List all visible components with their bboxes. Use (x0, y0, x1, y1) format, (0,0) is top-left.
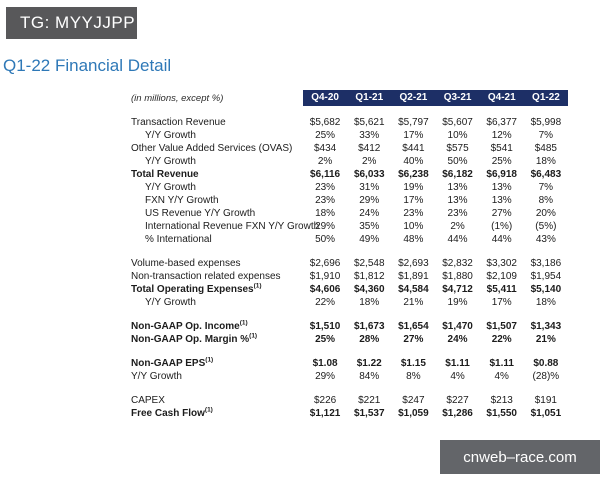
column-header: Q3-21 (443, 92, 472, 103)
section-spacer (131, 346, 593, 357)
table-row (131, 296, 593, 309)
cell-value: $575 (446, 143, 469, 154)
row-label: Y/Y Growth (131, 371, 182, 382)
cell-value: $6,116 (310, 169, 341, 180)
cell-value: 2% (317, 156, 333, 167)
cell-value: 20% (535, 208, 556, 219)
cell-value: 84% (359, 371, 380, 382)
cell-value: 22% (315, 297, 336, 308)
cell-value: $1.08 (312, 358, 338, 369)
footnote-marker: (1) (249, 332, 258, 340)
page-title: Q1-22 Financial Detail (3, 56, 172, 75)
column-header: Q2-21 (399, 92, 428, 103)
cell-value: $226 (313, 395, 337, 406)
cell-value: $247 (402, 395, 425, 406)
table-row (131, 320, 593, 333)
row-label: Non-GAAP Op. Income$^{(1)}$ (131, 319, 248, 332)
cell-value: 18% (535, 297, 556, 308)
cell-value: $1,812 (353, 271, 385, 282)
row-label: Y/Y Growth (145, 297, 196, 308)
cell-value: 8% (538, 195, 554, 206)
cell-value: 19% (447, 297, 468, 308)
tag-badge-label: TG: MYYJJPP (20, 13, 136, 32)
cell-value: $1,550 (486, 408, 517, 419)
column-header: Q4-21 (487, 92, 516, 103)
cell-value: $412 (358, 143, 381, 154)
row-label: International Revenue FXN Y/Y Growth (145, 221, 320, 232)
cell-value: 18% (315, 208, 336, 219)
cell-value: 4% (494, 371, 509, 382)
row-label: US Revenue Y/Y Growth (145, 208, 256, 219)
cell-value: 49% (359, 234, 380, 245)
cell-value: $191 (534, 395, 557, 406)
cell-value: $1.22 (356, 358, 382, 369)
table-row (131, 220, 593, 233)
cell-value: 13% (447, 182, 468, 193)
table-row (131, 129, 593, 142)
cell-value: $1,880 (442, 271, 473, 282)
cell-value: $1,343 (530, 321, 562, 332)
cell-value: 50% (315, 234, 336, 245)
cell-value: $5,998 (530, 117, 562, 128)
cell-value: 24% (447, 334, 468, 345)
cell-value: 48% (403, 234, 424, 245)
cell-value: 8% (406, 371, 421, 382)
cell-value: $1,537 (353, 408, 385, 419)
footnote-marker: (1) (204, 406, 213, 414)
cell-value: 27% (491, 208, 512, 219)
cell-value: 28% (359, 334, 380, 345)
cell-value: $1,654 (398, 321, 429, 332)
cell-value: $5,140 (530, 284, 562, 295)
table-row (131, 270, 593, 283)
cell-value: 13% (491, 195, 512, 206)
cell-value: 19% (403, 182, 424, 193)
row-label: FXN Y/Y Growth (145, 195, 219, 206)
cell-value: $2,548 (353, 258, 385, 269)
cell-value: 23% (447, 208, 468, 219)
table-row (131, 283, 593, 296)
cell-value: $5,682 (309, 117, 341, 128)
table-row (131, 370, 593, 383)
cell-value: 21% (403, 297, 424, 308)
section-spacer (131, 309, 593, 320)
row-label: Free Cash Flow$^{(1)}$ (131, 406, 213, 419)
row-label: Non-GAAP EPS$^{(1)}$ (131, 356, 214, 369)
row-label: Y/Y Growth (145, 156, 196, 167)
cell-value: 29% (315, 371, 336, 382)
cell-value: 50% (447, 156, 468, 167)
table-row (131, 407, 593, 420)
cell-value: 29% (315, 221, 336, 232)
cell-value: 18% (359, 297, 380, 308)
cell-value: 10% (403, 221, 424, 232)
cell-value: $3,186 (530, 258, 562, 269)
footnote-marker: (1) (253, 282, 262, 290)
cell-value: 25% (315, 130, 336, 141)
cell-value: 29% (359, 195, 380, 206)
cell-value: 27% (403, 334, 424, 345)
table-row (131, 142, 593, 155)
cell-value: 17% (491, 297, 512, 308)
cell-value: $6,238 (398, 169, 429, 180)
cell-value: $227 (446, 395, 469, 406)
tag-badge (6, 7, 137, 39)
cell-value: $1,510 (309, 321, 341, 332)
cell-value: $5,797 (398, 117, 429, 128)
cell-value: (1%) (491, 221, 513, 232)
units-note: (in millions, except %) (131, 93, 224, 104)
cell-value: $6,377 (486, 117, 517, 128)
cell-value: 7% (538, 130, 554, 141)
row-label: Transaction Revenue (131, 117, 226, 128)
cell-value: 10% (447, 130, 468, 141)
cell-value: $4,712 (442, 284, 473, 295)
row-label: Other Value Added Services (OVAS) (131, 143, 293, 154)
row-label: Total Revenue (131, 169, 199, 180)
cell-value: 43% (535, 234, 556, 245)
cell-value: $434 (313, 143, 337, 154)
cell-value: $0.88 (533, 358, 559, 369)
cell-value: $221 (358, 395, 381, 406)
cell-value: $6,483 (530, 169, 562, 180)
cell-value: 23% (315, 195, 336, 206)
cell-value: 2% (450, 221, 465, 232)
table-row (131, 194, 593, 207)
cell-value: $2,832 (442, 258, 473, 269)
cell-value: $1,051 (530, 408, 562, 419)
cell-value: $1,954 (530, 271, 562, 282)
cell-value: $3,302 (486, 258, 517, 269)
table-row (131, 207, 593, 220)
column-header: Q1-22 (532, 92, 560, 103)
table-row (131, 333, 593, 346)
cell-value: 23% (315, 182, 336, 193)
cell-value: $2,109 (486, 271, 517, 282)
cell-value: $1,121 (309, 408, 341, 419)
cell-value: 17% (403, 130, 424, 141)
row-label: Volume-based expenses (131, 258, 241, 269)
cell-value: $4,606 (309, 284, 341, 295)
cell-value: $1,910 (309, 271, 341, 282)
cell-value: $213 (490, 395, 513, 406)
table-row (131, 168, 593, 181)
cell-value: 2% (362, 156, 377, 167)
cell-value: $1.15 (400, 358, 426, 369)
cell-value: 18% (535, 156, 556, 167)
cell-value: $5,411 (486, 284, 517, 295)
cell-value: 33% (359, 130, 380, 141)
cell-value: $485 (534, 143, 557, 154)
column-header: Q4-20 (311, 92, 339, 103)
cell-value: $541 (490, 143, 513, 154)
watermark-label: cnweb–race.com (463, 448, 577, 466)
cell-value: 22% (491, 334, 512, 345)
cell-value: $441 (402, 143, 425, 154)
cell-value: 25% (315, 334, 336, 345)
cell-value: 25% (491, 156, 512, 167)
cell-value: 21% (535, 334, 556, 345)
cell-value: $4,360 (353, 284, 385, 295)
table-row (131, 116, 593, 129)
cell-value: $5,621 (353, 117, 385, 128)
cell-value: $5,607 (442, 117, 473, 128)
cell-value: 40% (403, 156, 424, 167)
cell-value: $6,918 (486, 169, 517, 180)
cell-value: 4% (450, 371, 465, 382)
table-body (131, 116, 593, 420)
cell-value: $1,470 (442, 321, 473, 332)
watermark (440, 440, 600, 474)
cell-value: 35% (359, 221, 380, 232)
table-row (131, 257, 593, 270)
table-row (131, 155, 593, 168)
cell-value: (5%) (535, 221, 557, 232)
row-label: Total Operating Expenses$^{(1)}$ (131, 282, 262, 295)
section-spacer (131, 246, 593, 257)
cell-value: 44% (491, 234, 512, 245)
row-label: Non-transaction related expenses (131, 271, 281, 282)
cell-value: $1,891 (398, 271, 429, 282)
cell-value: 17% (403, 195, 424, 206)
cell-value: $1.11 (489, 358, 514, 369)
footnote-marker: (1) (239, 319, 248, 327)
table-row (131, 394, 593, 407)
cell-value: $1.11 (445, 358, 470, 369)
cell-value: 23% (403, 208, 424, 219)
row-label: CAPEX (131, 395, 165, 406)
cell-value: $1,059 (398, 408, 429, 419)
cell-value: 12% (491, 130, 512, 141)
table-header-row (303, 90, 568, 106)
cell-value: (28)% (532, 371, 560, 382)
row-label: % International (145, 234, 212, 245)
row-label: Y/Y Growth (145, 130, 196, 141)
table-row (131, 181, 593, 194)
section-spacer (131, 383, 593, 394)
table-row (131, 233, 593, 246)
footnote-marker: (1) (205, 356, 214, 364)
cell-value: $1,507 (486, 321, 517, 332)
cell-value: 13% (491, 182, 512, 193)
cell-value: 13% (447, 195, 468, 206)
column-header: Q1-21 (355, 92, 384, 103)
cell-value: $2,693 (398, 258, 429, 269)
cell-value: $6,182 (442, 169, 473, 180)
cell-value: $2,696 (309, 258, 341, 269)
cell-value: $1,286 (442, 408, 473, 419)
row-label: Y/Y Growth (145, 182, 196, 193)
cell-value: $4,584 (398, 284, 429, 295)
cell-value: 31% (359, 182, 380, 193)
table-row (131, 357, 593, 370)
cell-value: $1,673 (353, 321, 385, 332)
row-label: Non-GAAP Op. Margin %$^{(1)}$ (131, 332, 258, 345)
cell-value: 7% (538, 182, 554, 193)
cell-value: 24% (359, 208, 380, 219)
cell-value: $6,033 (353, 169, 385, 180)
cell-value: 44% (447, 234, 468, 245)
